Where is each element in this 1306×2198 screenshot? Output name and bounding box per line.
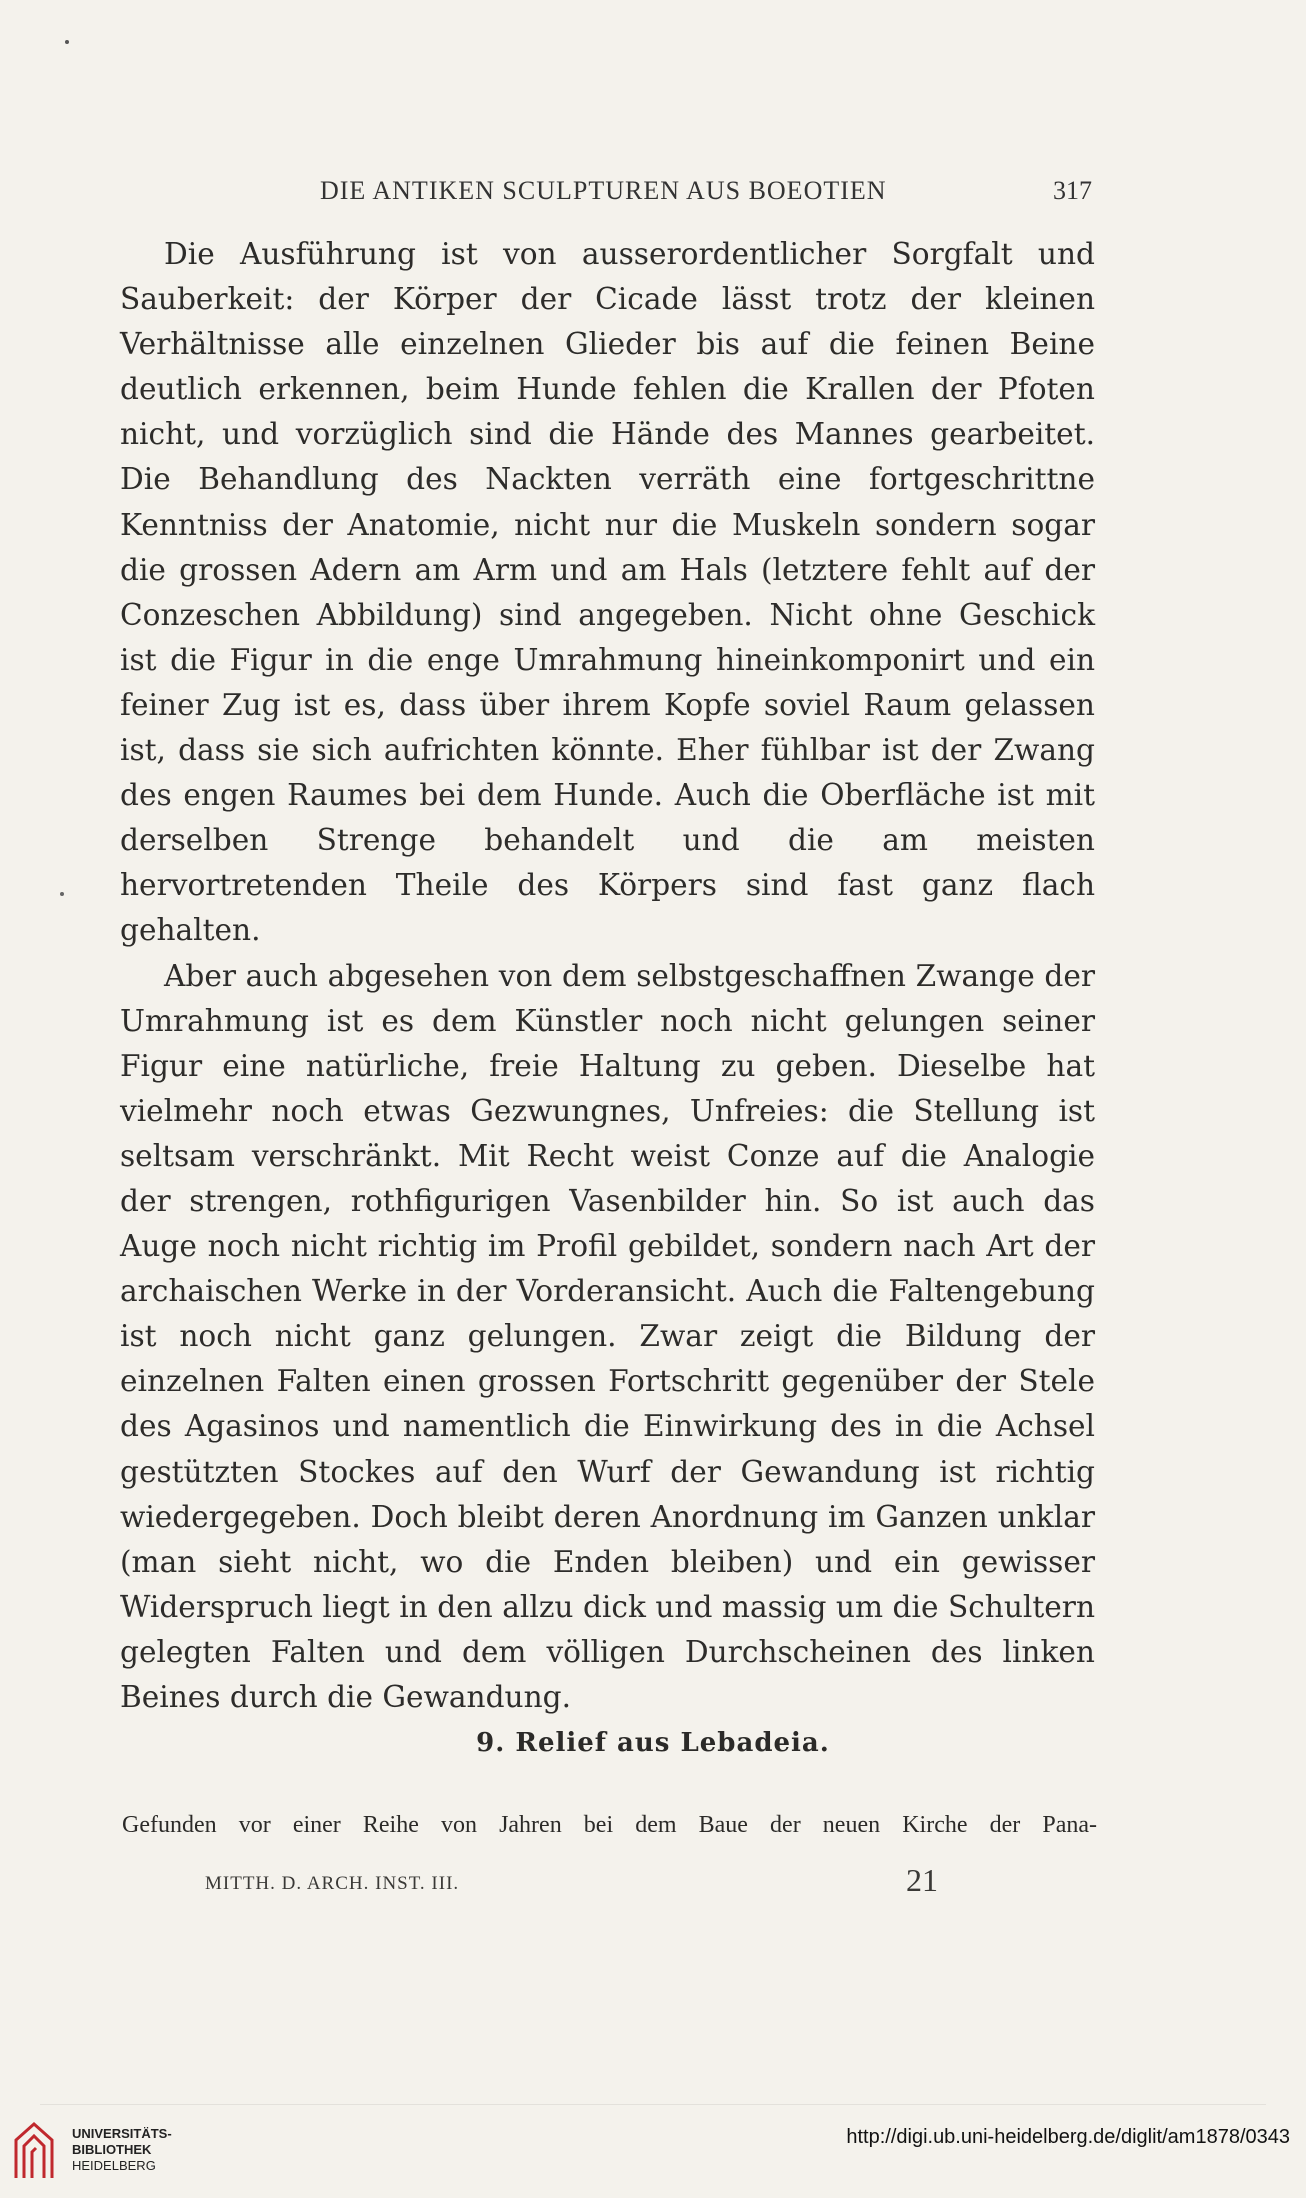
footer-signature: MITTH. D. ARCH. INST. III. bbox=[205, 1873, 460, 1894]
page-number: 317 bbox=[1053, 176, 1092, 205]
section-first-line: Gefunden vor einer Reihe von Jahren bei dem Baue der neuen Kirche der Pana- bbox=[122, 1812, 1097, 1838]
library-line-1: UNIVERSITÄTS- bbox=[72, 2126, 172, 2141]
library-logo-icon bbox=[12, 2120, 56, 2182]
speck-mark bbox=[60, 892, 64, 896]
body-text bbox=[120, 232, 1095, 1720]
paragraph-1: Die Ausführung ist von ausserordentlicher Sorgfalt und Sauberkeit: der Körper der Cicade lässt trotz der kleinen Verhältnisse alle einzelnen Glieder bis auf die feinen Beine deutlich erkennen, beim Hunde fehlen die Krallen der Pfoten nicht, und vorzüglich sind die Hände des Mannes gearbeitet. Die Behandlung des Nackten verräth eine fortgeschrittne Kenntniss der Anatomie, nicht nur die Muskeln sondern sogar die grossen Adern am Arm und am Hals (letztere fehlt auf der Conzeschen Abbildung) sind angegeben. Nicht ohne Geschick ist die Figur in die enge Umrahmung hineinkomponirt und ein feiner Zug ist es, dass über ihrem Kopfe soviel Raum gelassen ist, dass sie sich aufrichten könnte. Eher fühlbar ist der Zwang des engen Raumes bei dem Hunde. Auch die Oberfläche ist mit derselben Strenge behandelt und die am meisten hervortretenden Theile des Körpers sind fast ganz flach gehalten. bbox=[120, 237, 1095, 948]
divider bbox=[40, 2104, 1266, 2105]
section-heading: 9. Relief aus Lebadeia. bbox=[476, 1728, 830, 1758]
speck-mark bbox=[65, 40, 69, 44]
library-line-3: HEIDELBERG bbox=[72, 2158, 156, 2173]
library-name bbox=[72, 2126, 172, 2174]
source-url[interactable]: http://digi.ub.uni-heidelberg.de/diglit/am1878/0343 bbox=[846, 2126, 1290, 2148]
running-header bbox=[122, 176, 1092, 216]
paragraph-2: Aber auch abgesehen von dem selbstgeschaffnen Zwange der Umrahmung ist es dem Künstler noch nicht gelungen seiner Figur eine natürliche, freie Haltung zu geben. Dieselbe hat vielmehr noch etwas Gezwungnes, Unfreies: die Stellung ist seltsam verschränkt. Mit Recht weist Conze auf die Analogie der strengen, rothfigurigen Vasenbilder hin. So ist auch das Auge noch nicht richtig im Profil gebildet, sondern nach Art der archaischen Werke in der Vorderansicht. Auch die Faltengebung ist noch nicht ganz gelungen. Zwar zeigt die Bildung der einzelnen Falten einen grossen Fortschritt gegenüber der Stele des Agasinos und namentlich die Einwirkung des in die Achsel gestützten Stockes auf den Wurf der Gewandung ist richtig wiedergegeben. Doch bleibt deren Anordnung im Ganzen unklar (man sieht nicht, wo die Enden bleiben) und ein gewisser Widerspruch liegt in den allzu dick und massig um die Schultern gelegten Falten und dem völligen Durchscheinen des linken Beines durch die Gewandung. bbox=[120, 958, 1095, 1714]
library-line-2: BIBLIOTHEK bbox=[72, 2142, 152, 2157]
footer-sheet-number: 21 bbox=[906, 1862, 938, 1898]
header-title: DIE ANTIKEN SCULPTUREN AUS BOEOTIEN bbox=[320, 176, 887, 205]
